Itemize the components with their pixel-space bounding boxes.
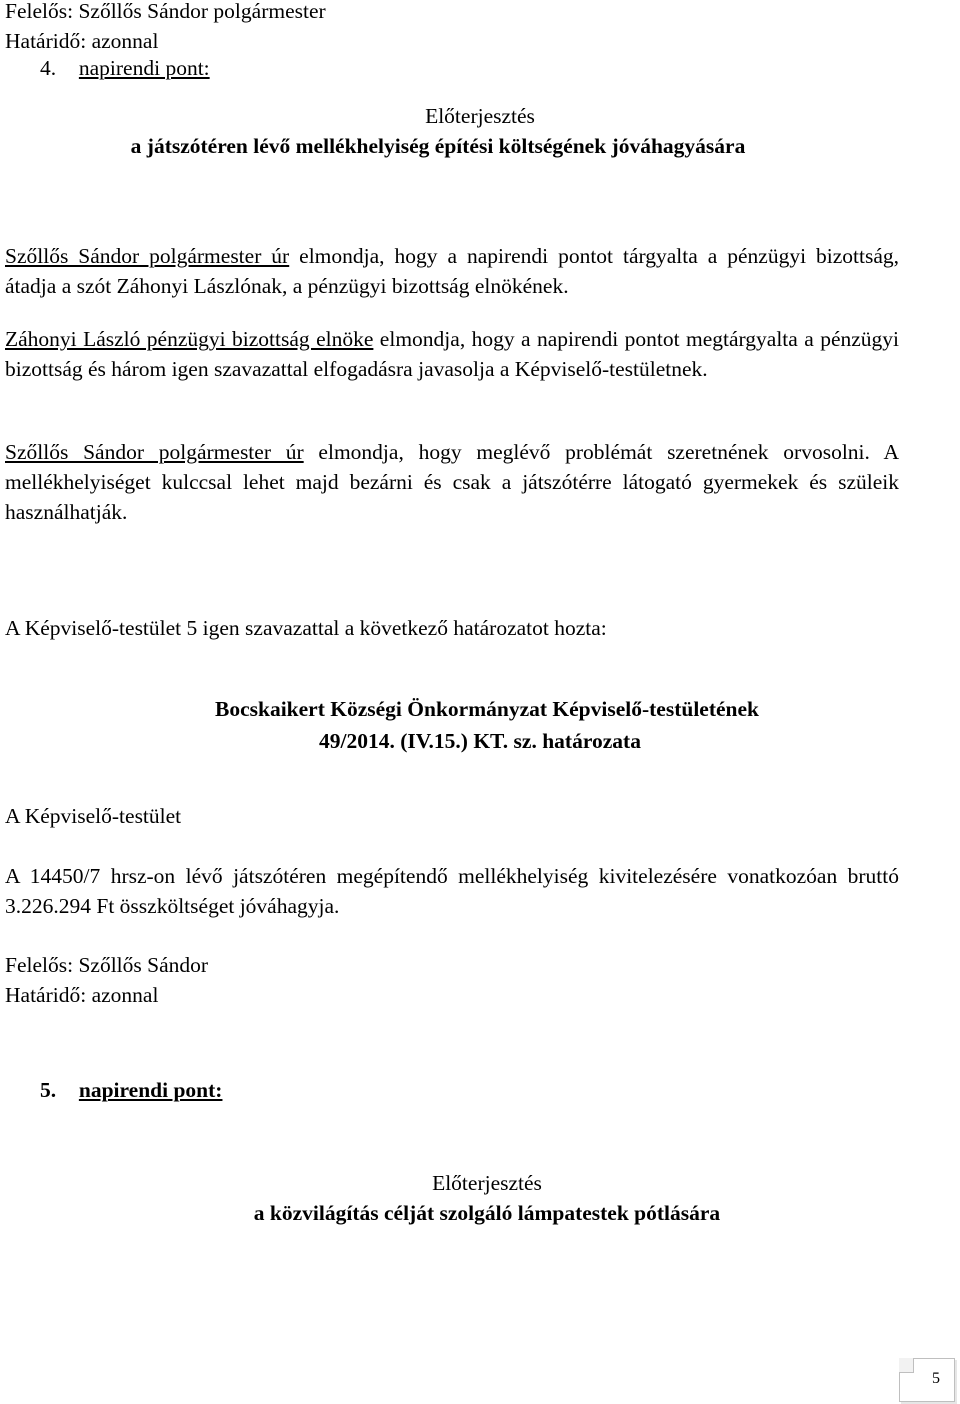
proposal-subject-5: a közvilágítás célját szolgáló lámpatestek pótlására	[253, 1201, 721, 1225]
agenda-item-5-heading	[40, 1075, 222, 1105]
proposal-subject: a játszótéren lévő mellékhelyiség építési költségének jóváhagyására	[130, 134, 746, 158]
speaker-name: Szőllős Sándor polgármester úr	[5, 244, 290, 268]
resolution-text	[5, 861, 899, 921]
vote-intro: A Képviselő-testület 5 igen szavazattal a következő határozatot hozta:	[5, 616, 607, 640]
agenda-item-label: napirendi pont:	[78, 1078, 223, 1102]
responsible-line: Felelős: Szőllős Sándor polgármester	[5, 0, 326, 23]
paragraph-text: elmondja, hogy a napirendi pontot megtárgyalta a pénzügyi bizottság és három igen szavazattal elfogadásra javasolja a Képviselő-testületnek.	[5, 327, 900, 381]
agenda-item-4-heading	[40, 53, 210, 83]
proposal-title-5: Előterjesztés	[432, 1171, 542, 1195]
resolution-body: Bocskaikert Községi Önkormányzat Képviselő-testületének	[214, 697, 759, 721]
speaker-name: Szőllős Sándor polgármester úr	[5, 440, 304, 464]
paragraph-mayor-problem	[5, 437, 899, 527]
resolution-issuer: A Képviselő-testület	[5, 804, 182, 828]
resolution-responsible: Felelős: Szőllős Sándor	[5, 953, 209, 977]
agenda-item-number: 5.	[40, 1078, 57, 1102]
paragraph-text: elmondja, hogy meglévő problémát szeretnének orvosolni. A mellékhelyiséget kulccsal lehet majd bezárni és csak a játszótérre látogató gyermekek és szüleik használhatják.	[5, 440, 900, 524]
proposal-title: Előterjesztés	[425, 104, 535, 128]
speaker-name: Záhonyi László pénzügyi bizottság elnöke	[5, 327, 374, 351]
page-number: 5	[932, 1370, 940, 1387]
resolution-number: 49/2014. (IV.15.) KT. sz. határozata	[319, 729, 641, 753]
resolution-deadline: Határidő: azonnal	[5, 983, 159, 1007]
agenda-item-label: napirendi pont:	[78, 56, 210, 80]
paragraph-mayor-intro	[5, 241, 899, 301]
resolution-text-content: A 14450/7 hrsz-on lévő játszótéren megépítendő mellékhelyiség kivitelezésére vonatkozóan bruttó 3.226.294 Ft összköltséget jóváhagyja.	[5, 864, 899, 918]
page-number-box	[899, 1358, 955, 1402]
paragraph-text: elmondja, hogy a napirendi pontot tárgyalta a pénzügyi bizottság, átadja a szót Záhonyi Lászlónak, a pénzügyi bizottság elnökének.	[5, 244, 899, 298]
paragraph-committee-chair	[5, 324, 899, 384]
deadline-line: Határidő: azonnal	[5, 29, 159, 53]
agenda-item-number: 4.	[40, 56, 57, 80]
